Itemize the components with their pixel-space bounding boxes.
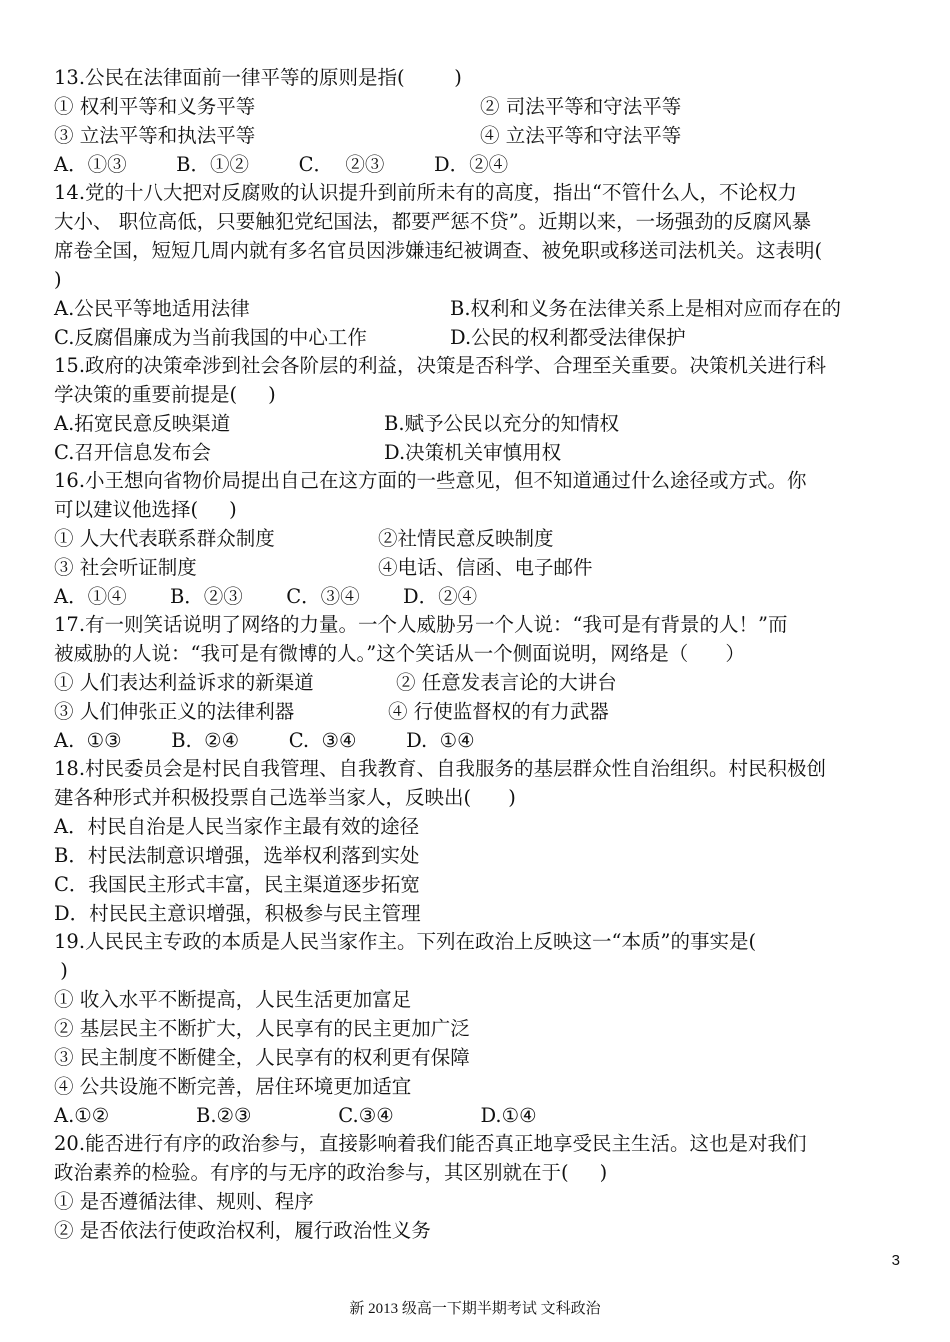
q17-choices: A. ①③ B. ②④ C. ③④ D. ①④ bbox=[54, 729, 475, 752]
q19-option-1: ① 收入水平不断提高，人民生活更加富足 bbox=[54, 988, 412, 1011]
q14-option-a: A.公民平等地适用法律 bbox=[54, 297, 250, 320]
q19-option-4: ④ 公共设施不断完善，居住环境更加适宜 bbox=[54, 1075, 412, 1098]
q17-stem-line2: 被威胁的人说：“我可是有微博的人。”这个笑话从一个侧面说明，网络是（ ） bbox=[54, 642, 745, 665]
q17-stem-line1: 17.有一则笑话说明了网络的力量。一个人威胁另一个人说：“我可是有背景的人！”而 bbox=[54, 613, 788, 636]
q14-stem-line1: 14.党的十八大把对反腐败的认识提升到前所未有的高度，指出“不管什么人，不论权力 bbox=[54, 181, 797, 204]
q19-option-3: ③ 民主制度不断健全，人民享有的权利更有保障 bbox=[54, 1046, 470, 1069]
q18-option-b: B．村民法制意识增强，选举权利落到实处 bbox=[54, 844, 420, 867]
q13-option-2: ② 司法平等和守法平等 bbox=[480, 95, 682, 118]
q14-option-d: D.公民的权利都受法律保护 bbox=[450, 326, 686, 349]
q18-option-c: C．我国民主形式丰富，民主渠道逐步拓宽 bbox=[54, 873, 420, 896]
q20-stem-line2: 政治素养的检验。有序的与无序的政治参与，其区别就在于( ) bbox=[54, 1161, 608, 1184]
q16-stem-line1: 16.小王想向省物价局提出自己在这方面的一些意见，但不知道通过什么途径或方式。你 bbox=[54, 469, 807, 492]
q17-option-4: ④ 行使监督权的有力武器 bbox=[388, 700, 609, 723]
q16-choices: A．①④ B．②③ C．③④ D．②④ bbox=[54, 585, 478, 608]
q18-stem-line2: 建各种形式并积极投票自己选举当家人，反映出( ) bbox=[54, 786, 516, 809]
q14-stem-line3: 席卷全国，短短几周内就有多名官员因涉嫌违纪被调查、被免职或移送司法机关。这表明( bbox=[54, 239, 823, 262]
q20-option-2: ② 是否依法行使政治权利，履行政治性义务 bbox=[54, 1219, 431, 1242]
q15-option-b: B.赋予公民以充分的知情权 bbox=[384, 412, 620, 435]
q16-stem-line2: 可以建议他选择( ) bbox=[54, 498, 237, 521]
q19-choices: A.①② B.②③ C.③④ D.①④ bbox=[54, 1104, 537, 1127]
page-footer: 新 2013 级高一下期半期考试 文科政治 bbox=[349, 1301, 601, 1317]
q14-option-c: C.反腐倡廉成为当前我国的中心工作 bbox=[54, 326, 367, 349]
q19-option-2: ② 基层民主不断扩大，人民享有的民主更加广泛 bbox=[54, 1017, 470, 1040]
q20-stem-line1: 20.能否进行有序的政治参与，直接影响着我们能否真正地享受民主生活。这也是对我们 bbox=[54, 1132, 807, 1155]
q14-stem-line4: ) bbox=[54, 268, 62, 291]
q18-option-d: D．村民民主意识增强，积极参与民主管理 bbox=[54, 902, 421, 925]
q15-stem-line2: 学决策的重要前提是( ) bbox=[54, 383, 276, 406]
q17-option-3: ③ 人们伸张正义的法律利器 bbox=[54, 700, 295, 723]
q14-stem-line2: 大小、 职位高低，只要触犯党纪国法，都要严惩不贷”。近期以来，一场强劲的反腐风暴 bbox=[54, 210, 812, 233]
q16-option-4: ④电话、信函、电子邮件 bbox=[378, 556, 593, 579]
q15-stem-line1: 15.政府的决策牵涉到社会各阶层的利益，决策是否科学、合理至关重要。决策机关进行科 bbox=[54, 354, 827, 377]
q13-option-1: ① 权利平等和义务平等 bbox=[54, 95, 256, 118]
q13-stem: 13.公民在法律面前一律平等的原则是指( ) bbox=[54, 66, 462, 89]
q19-stem-line2: ) bbox=[54, 959, 68, 982]
q19-stem-line1: 19.人民民主专政的本质是人民当家作主。下列在政治上反映这一“本质”的事实是( bbox=[54, 930, 757, 953]
q13-option-4: ④ 立法平等和守法平等 bbox=[480, 124, 682, 147]
q13-option-3: ③ 立法平等和执法平等 bbox=[54, 124, 256, 147]
q18-stem-line1: 18.村民委员会是村民自我管理、自我教育、自我服务的基层群众性自治组织。村民积极创 bbox=[54, 757, 827, 780]
q15-option-c: C.召开信息发布会 bbox=[54, 441, 211, 464]
q15-option-a: A.拓宽民意反映渠道 bbox=[54, 412, 231, 435]
q13-choices: A．①③ B．①② C． ②③ D．②④ bbox=[54, 153, 509, 176]
q17-option-2: ② 任意发表言论的大讲台 bbox=[396, 671, 617, 694]
q20-option-1: ① 是否遵循法律、规则、程序 bbox=[54, 1190, 314, 1213]
q14-option-b: B.权利和义务在法律关系上是相对应而存在的 bbox=[450, 297, 842, 320]
q15-option-d: D.决策机关审慎用权 bbox=[384, 441, 562, 464]
q16-option-3: ③ 社会听证制度 bbox=[54, 556, 197, 579]
page-number: 3 bbox=[891, 1252, 900, 1269]
q16-option-1: ① 人大代表联系群众制度 bbox=[54, 527, 275, 550]
q16-option-2: ②社情民意反映制度 bbox=[378, 527, 554, 550]
q17-option-1: ① 人们表达利益诉求的新渠道 bbox=[54, 671, 314, 694]
q18-option-a: A．村民自治是人民当家作主最有效的途径 bbox=[54, 815, 420, 838]
